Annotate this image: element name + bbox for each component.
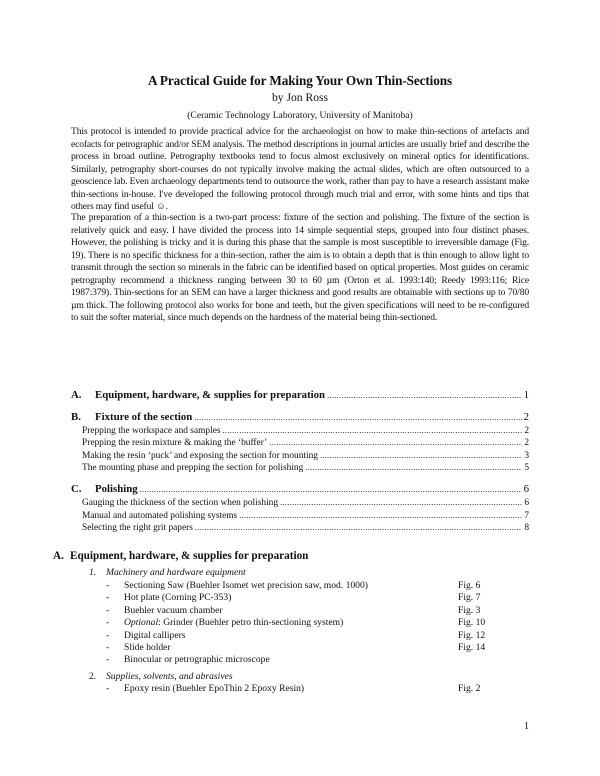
item-text: Binocular or petrographic microscope xyxy=(124,654,270,665)
list-item xyxy=(106,617,506,628)
dash-bullet: - xyxy=(106,580,110,591)
toc-page-number: 6 xyxy=(523,483,529,495)
toc-leader-dots xyxy=(223,426,523,435)
toc-section-b[interactable] xyxy=(71,411,529,423)
group-number: 2. xyxy=(89,671,97,682)
toc-section-c[interactable] xyxy=(71,483,529,495)
item-text: : Grinder (Buehler petro thin-sectioning system) xyxy=(158,617,344,628)
toc-page-number: 6 xyxy=(524,498,529,508)
figure-reference[interactable]: Fig. 6 xyxy=(458,580,481,591)
figure-reference[interactable]: Fig. 3 xyxy=(458,605,481,616)
toc-page-number: 1 xyxy=(523,389,529,401)
dash-bullet: - xyxy=(106,683,110,694)
dash-bullet: - xyxy=(106,617,110,628)
toc-subsection-title: Manual and automated polishing systems xyxy=(82,511,238,521)
toc-section-title: Polishing xyxy=(95,483,138,495)
toc-page-number: 8 xyxy=(524,523,529,533)
toc-subsection-title: The mounting phase and prepping the section for polishing xyxy=(82,463,304,473)
toc-section-title: Equipment, hardware, & supplies for preparation xyxy=(95,389,326,401)
toc-subsection[interactable] xyxy=(71,523,529,533)
toc-subsection-title: Making the resin ‘puck’ and exposing the section for mounting xyxy=(82,451,318,461)
toc-subsection[interactable] xyxy=(71,426,529,436)
list-item xyxy=(106,654,506,665)
dash-bullet: - xyxy=(106,630,110,641)
intro-paragraph: This protocol is intended to provide practical advice for the archaeologist on how to make thin-sections of artefacts and ecofacts for petrographic and/or SEM analysis. The method descriptions in journal articles are usually brief and describe the process in broad outline. Petrography textbooks tend to focus almost exclusively on mineral optics for identifications. Similarly, petrography short-courses do not typically involve making the actual slides, which are often outsourced to a geoscience lab. Even archaeology departments tend to outsource the work, rather than pay to have a research assistant make thin-sections in-house. I've developed the following protocol through much trial and error, with some hints and tips that others may find useful ☺. xyxy=(71,126,529,213)
toc-subsection-title: Gauging the thickness of the section when polishing xyxy=(82,498,279,508)
item-text: Slide holder xyxy=(124,642,171,653)
toc-subsection[interactable] xyxy=(71,498,529,508)
toc-leader-dots xyxy=(140,485,522,494)
figure-reference[interactable]: Fig. 7 xyxy=(458,592,481,603)
toc-section-title: Fixture of the section xyxy=(95,411,193,423)
toc-subsection-title: Prepping the resin mixture & making the ‘buffer’ xyxy=(82,438,268,448)
group-heading-supplies xyxy=(89,671,233,682)
list-item xyxy=(106,642,506,653)
list-item xyxy=(106,683,506,694)
item-text: Hot plate (Corning PC-353) xyxy=(124,592,232,603)
toc-subsection-title: Selecting the right grit papers xyxy=(82,523,193,533)
group-heading-machinery xyxy=(89,567,246,578)
toc-section-a[interactable] xyxy=(71,389,529,401)
section-a-heading xyxy=(53,550,308,562)
toc-leader-dots xyxy=(305,463,522,472)
list-item xyxy=(106,630,506,641)
toc-page-number: 7 xyxy=(524,511,529,521)
toc-leader-dots xyxy=(327,391,522,400)
item-text: Sectioning Saw (Buehler Isomet wet precision saw, mod. 1000) xyxy=(124,580,368,591)
toc-section-letter: B. xyxy=(71,411,81,423)
item-text: Digital callipers xyxy=(124,630,186,641)
list-item xyxy=(106,605,506,616)
item-text: Epoxy resin (Buehler EpoThin 2 Epoxy Resin) xyxy=(124,683,305,694)
toc-leader-dots xyxy=(195,523,522,532)
figure-reference[interactable]: Fig. 10 xyxy=(458,617,486,628)
page-number: 1 xyxy=(524,721,529,732)
section-title: Equipment, hardware, & supplies for preparation xyxy=(70,550,309,562)
dash-bullet: - xyxy=(106,605,110,616)
item-text: Buehler vacuum chamber xyxy=(124,605,223,616)
group-number: 1. xyxy=(89,567,97,578)
figure-reference[interactable]: Fig. 14 xyxy=(458,642,486,653)
section-letter: A. xyxy=(53,550,64,562)
toc-subsection[interactable] xyxy=(71,511,529,521)
document-affiliation: (Ceramic Technology Laboratory, University of Manitoba) xyxy=(187,110,413,121)
toc-leader-dots xyxy=(239,511,522,520)
toc-leader-dots xyxy=(194,413,521,422)
list-item xyxy=(106,580,506,591)
toc-page-number: 3 xyxy=(524,451,529,461)
toc-subsection[interactable] xyxy=(71,463,529,473)
toc-page-number: 2 xyxy=(523,411,529,423)
toc-subsection-title: Prepping the workspace and samples xyxy=(82,426,221,436)
toc-section-letter: C. xyxy=(71,483,82,495)
toc-page-number: 5 xyxy=(524,463,529,473)
toc-leader-dots xyxy=(320,451,522,460)
toc-section-letter: A. xyxy=(71,389,82,401)
group-title: Machinery and hardware equipment xyxy=(106,567,246,578)
figure-reference[interactable]: Fig. 12 xyxy=(458,630,486,641)
toc-leader-dots xyxy=(280,498,522,507)
toc-leader-dots xyxy=(269,438,522,447)
item-prefix-optional: Optional xyxy=(124,617,159,628)
figure-reference[interactable]: Fig. 2 xyxy=(458,683,481,694)
toc-page-number: 2 xyxy=(524,438,529,448)
toc-subsection[interactable] xyxy=(71,451,529,461)
document-author: by Jon Ross xyxy=(271,91,329,104)
toc-subsection[interactable] xyxy=(71,438,529,448)
group-title: Supplies, solvents, and abrasives xyxy=(106,671,233,682)
dash-bullet: - xyxy=(106,592,110,603)
dash-bullet: - xyxy=(106,654,110,665)
process-paragraph: The preparation of a thin-section is a two-part process: fixture of the section and polishing. The fixture of the section is relatively quick and easy. I have divided the process into 14 simple sequential steps, grouped into four distinct phases. However, the polishing is tricky and it is during this phase that the sample is most susceptible to irreversible damage (Fig. 19). There is no specific thickness for a thin-section, rather the aim is to obtain a depth that is thin enough to allow light to transmit through the section so minerals in the fabric can be identified based on optical properties. Most guides on ceramic petrography recommend a thickness ranging between 30 to 60 µm (Orton et al. 1993:140; Reedy 1993:116; Rice 1987:379). Thin-sections for an SEM can have a larger thickness and good results are obtainable with sections up to 70/80 µm thick. The following protocol also works for bone and teeth, but the given specifications will need to be re-configured to suit the softer material, since much depends on the hardness of the material being thin-sectioned. xyxy=(71,212,529,324)
toc-page-number: 2 xyxy=(524,426,529,436)
dash-bullet: - xyxy=(106,642,110,653)
list-item xyxy=(106,592,506,603)
document-title: A Practical Guide for Making Your Own Thin-Sections xyxy=(148,73,452,88)
